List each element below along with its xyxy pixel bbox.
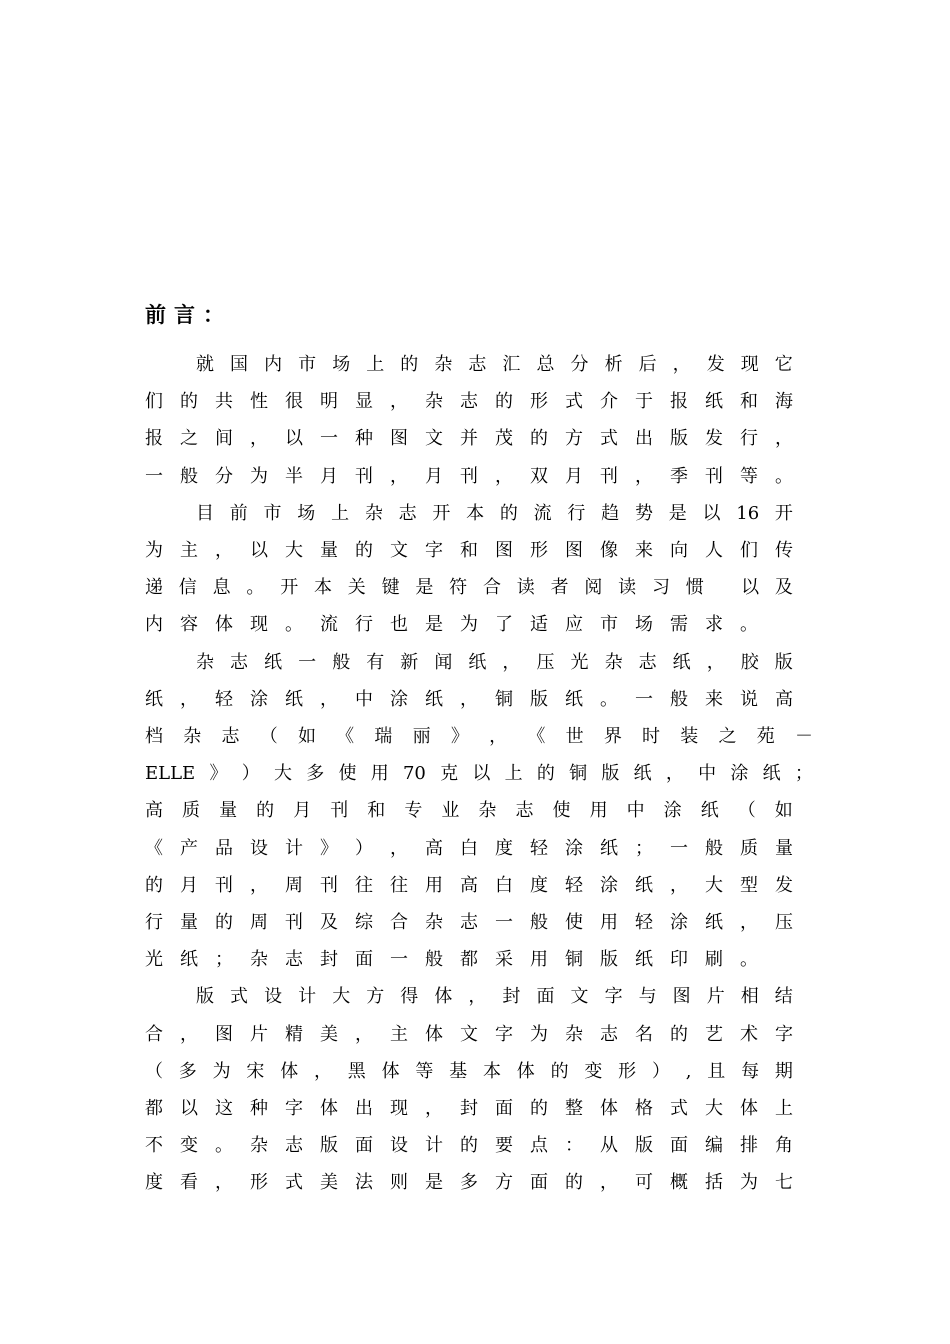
text-line: 度 看 ， 形 式 美 法 则 是 多 方 面 的 ， 可 概 括 为 七 [145,1172,793,1193]
preface-heading: 前言： [145,302,232,327]
text-line: 内 容 体 现 。 流 行 也 是 为 了 适 应 市 场 需 求 。 [145,614,758,635]
text-line: ELLE 》 ） 大 多 使 用 70 克 以 上 的 铜 版 纸 ， 中 涂 纸 ； [145,763,813,784]
text-line: 都 以 这 种 字 体 出 现 ， 封 面 的 整 体 格 式 大 体 上 [145,1098,793,1119]
text-line: 不 变 。 杂 志 版 面 设 计 的 要 点 ： 从 版 面 编 排 角 [145,1135,793,1156]
text-line: 档 杂 志 （ 如 《 瑞 丽 》 ， 《 世 界 时 装 之 苑 － [145,726,813,747]
text-line: 纸 ， 轻 涂 纸 ， 中 涂 纸 ， 铜 版 纸 。 一 般 来 说 高 [145,689,793,710]
text-line: 合 ， 图 片 精 美 ， 主 体 文 字 为 杂 志 名 的 艺 术 字 [145,1024,793,1045]
text-line: 一 般 分 为 半 月 刊 ， 月 刊 ， 双 月 刊 ， 季 刊 等 。 [145,466,793,487]
text-line: 为 主 ， 以 大 量 的 文 字 和 图 形 图 像 来 向 人 们 传 [145,540,793,561]
text-line: 光 纸 ； 杂 志 封 面 一 般 都 采 用 铜 版 纸 印 刷 。 [145,949,758,970]
text-line: 杂 志 纸 一 般 有 新 闻 纸 ， 压 光 杂 志 纸 ， 胶 版 [196,652,793,673]
text-line: 的 月 刊 ， 周 刊 往 往 用 高 白 度 轻 涂 纸 ， 大 型 发 [145,875,793,896]
text-line: 《 产 品 设 计 》 ） ， 高 白 度 轻 涂 纸 ； 一 般 质 量 [145,838,793,859]
text-line: 们 的 共 性 很 明 显 ， 杂 志 的 形 式 介 于 报 纸 和 海 [145,391,793,412]
text-line: 就 国 内 市 场 上 的 杂 志 汇 总 分 析 后 ， 发 现 它 [196,354,793,375]
text-line: 目 前 市 场 上 杂 志 开 本 的 流 行 趋 势 是 以 16 开 [196,503,793,524]
text-line: 报 之 间 ， 以 一 种 图 文 并 茂 的 方 式 出 版 发 行 ， [145,428,793,449]
text-line: 行 量 的 周 刊 及 综 合 杂 志 一 般 使 用 轻 涂 纸 ， 压 [145,912,793,933]
text-line: 递 信 息 。 开 本 关 键 是 符 合 读 者 阅 读 习 惯 以 及 [145,577,793,598]
text-line: 高 质 量 的 月 刊 和 专 业 杂 志 使 用 中 涂 纸 （ 如 [145,800,793,821]
text-line: 版 式 设 计 大 方 得 体 ， 封 面 文 字 与 图 片 相 结 [196,986,793,1007]
text-line: （ 多 为 宋 体 ， 黑 体 等 基 本 体 的 变 形 ） , 且 每 期 [145,1061,793,1082]
